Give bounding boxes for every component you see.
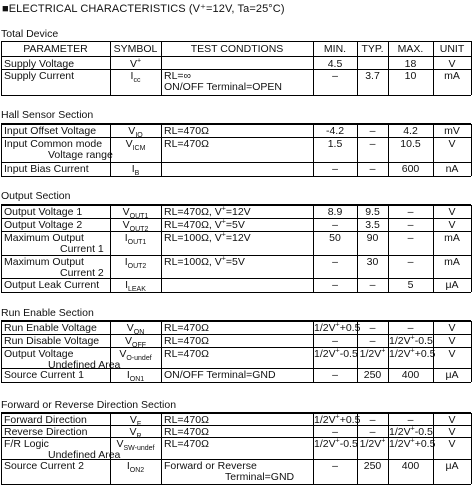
column-header: SYMBOL — [113, 43, 158, 55]
typ-cell: 3.7 — [365, 70, 380, 82]
max-cell: 10 — [404, 70, 417, 82]
column-rule — [313, 41, 314, 95]
param-label: Source Current 2 — [4, 460, 84, 472]
min-cell: 50 — [329, 232, 341, 244]
column-rule — [433, 205, 434, 292]
typ-cell: 90 — [366, 232, 379, 244]
param-label: Source Current 1 — [4, 369, 84, 381]
symbol-cell: $V_{O-undef}$ — [119, 348, 152, 363]
min-cell: – — [332, 219, 338, 231]
condition-cell: RL=470Ω — [164, 322, 209, 334]
column-rule — [1, 321, 2, 382]
min-cell: 1/2V+-0.5 — [314, 437, 358, 450]
table-rule — [1, 176, 471, 177]
max-cell: 18 — [404, 58, 417, 70]
min-cell: – — [332, 335, 338, 347]
column-rule — [313, 321, 314, 382]
condition-cell: RL=470Ω, V+=12V — [164, 205, 251, 218]
symbol-cell: $I_{ON2}$ — [126, 460, 145, 475]
symbol-cell: $V_{OFF}$ — [124, 335, 146, 350]
column-rule — [1, 205, 2, 292]
unit-cell: mA — [444, 232, 460, 244]
column-header: TYP. — [361, 43, 384, 55]
condition-cell: RL=470Ω, V+=5V — [164, 218, 245, 231]
condition-cell-cont: Terminal=GND — [225, 471, 295, 483]
column-rule — [388, 321, 389, 382]
column-rule — [433, 413, 434, 484]
column-rule — [110, 321, 111, 382]
column-rule — [388, 205, 389, 292]
typ-cell: – — [369, 279, 376, 291]
symbol-cell: $V_{OUT1}$ — [122, 206, 149, 221]
table-rule — [1, 41, 471, 42]
unit-cell: V — [448, 348, 456, 360]
unit-cell: V — [448, 206, 456, 218]
unit-cell: nA — [445, 163, 459, 175]
column-header: UNIT — [439, 43, 465, 55]
typ-cell: – — [369, 125, 376, 137]
param-label-cont: Undefined Area — [48, 359, 121, 371]
param-label: Output Leak Current — [4, 279, 100, 291]
symbol-cell: $I_{cc}$ — [130, 70, 141, 85]
unit-cell: V — [448, 219, 456, 231]
unit-cell: V — [448, 438, 456, 450]
condition-cell: RL=∞ — [164, 70, 192, 82]
column-rule — [433, 41, 434, 95]
typ-cell: 250 — [363, 369, 382, 381]
section-title: Hall Sensor Section — [1, 109, 94, 121]
column-rule — [433, 321, 434, 382]
max-cell: – — [407, 256, 414, 268]
table-rule — [1, 95, 471, 96]
typ-cell: – — [369, 163, 376, 175]
unit-cell: mV — [444, 125, 460, 137]
symbol-cell: $V_{IO}$ — [128, 125, 143, 140]
condition-cell: RL=470Ω — [164, 125, 209, 137]
condition-cell: RL=470Ω — [164, 138, 209, 150]
table-rule — [1, 320, 471, 321]
max-cell: 4.2 — [403, 125, 418, 137]
typ-cell: – — [369, 322, 376, 334]
column-header: MIN. — [323, 43, 347, 55]
page-title: ■ELECTRICAL CHARACTERISTICS (V⁺=12V, Ta=25°C) — [2, 3, 285, 15]
param-label: Input Offset Voltage — [4, 125, 97, 137]
column-rule — [110, 41, 111, 95]
symbol-cell: $V_{ON}$ — [126, 322, 145, 337]
min-cell: – — [332, 369, 338, 381]
section-title: Output Section — [1, 190, 71, 202]
column-rule — [313, 413, 314, 484]
min-cell: – — [332, 460, 338, 472]
unit-cell: V — [448, 322, 456, 334]
unit-cell: V — [448, 426, 456, 438]
condition-cell: RL=100Ω, V+=12V — [164, 231, 251, 244]
max-cell: 1/2V+-0.5 — [389, 425, 433, 438]
max-cell: 1/2V++0.5 — [389, 347, 436, 360]
typ-cell: – — [369, 426, 376, 438]
param-label: Supply Current — [4, 70, 75, 82]
min-cell: – — [332, 70, 338, 82]
min-cell: – — [332, 163, 338, 175]
unit-cell: V — [448, 58, 456, 70]
symbol-cell: $V_F$ — [129, 414, 142, 429]
column-rule — [357, 41, 358, 95]
param-label: Run Disable Voltage — [4, 335, 100, 347]
param-label: Output Voltage 2 — [4, 219, 83, 231]
column-rule — [388, 124, 389, 176]
max-cell: 400 — [401, 369, 420, 381]
max-cell: 1/2V+-0.5 — [389, 334, 433, 347]
min-cell: 4.5 — [327, 58, 343, 70]
column-rule — [471, 124, 472, 176]
condition-cell: RL=470Ω — [164, 414, 209, 426]
param-label-cont: Undefined Area — [48, 449, 121, 461]
typ-cell: 1/2V+ — [359, 437, 386, 450]
symbol-cell: $I_B$ — [131, 163, 140, 178]
column-header: PARAMETER — [23, 43, 88, 55]
param-label-cont: Current 2 — [60, 267, 104, 279]
condition-cell-cont: ON/OFF Terminal=OPEN — [164, 81, 282, 93]
max-cell: – — [407, 219, 414, 231]
table-rule — [1, 123, 471, 124]
column-rule — [388, 413, 389, 484]
column-rule — [433, 124, 434, 176]
max-cell: 10.5 — [400, 138, 421, 150]
min-cell: 8.9 — [327, 206, 343, 218]
min-cell: -4.2 — [325, 125, 345, 137]
max-cell: – — [407, 206, 414, 218]
section-title: Forward or Reverse Direction Section — [1, 399, 177, 411]
param-label: Input Common mode — [4, 138, 103, 150]
table-rule — [1, 204, 471, 205]
column-rule — [357, 413, 358, 484]
column-rule — [357, 205, 358, 292]
symbol-cell: $I_{LEAK}$ — [125, 279, 146, 294]
min-cell: 1/2V+-0.5 — [314, 347, 358, 360]
table-rule — [1, 382, 471, 383]
column-rule — [161, 205, 162, 292]
condition-cell: ON/OFF Terminal=GND — [164, 369, 276, 381]
max-cell: – — [407, 232, 414, 244]
column-rule — [471, 41, 472, 95]
typ-cell: – — [369, 335, 376, 347]
column-rule — [471, 321, 472, 382]
typ-cell: 30 — [366, 256, 379, 268]
unit-cell: V — [448, 335, 456, 347]
condition-cell: RL=470Ω — [164, 438, 209, 450]
column-rule — [1, 413, 2, 484]
param-label: Reverse Direction — [4, 426, 88, 438]
param-label: Output Voltage — [4, 348, 74, 360]
symbol-cell: $V_{SW-undef}$ — [116, 438, 155, 453]
condition-cell: RL=470Ω — [164, 426, 209, 438]
param-label: Input Bias Current — [4, 163, 89, 175]
column-rule — [110, 205, 111, 292]
min-cell: 1.5 — [327, 138, 343, 150]
min-cell: – — [332, 256, 338, 268]
max-cell: 5 — [407, 279, 414, 291]
symbol-cell: $I_{OUT1}$ — [124, 232, 147, 247]
column-header: TEST CONDTIONS — [190, 43, 284, 55]
table-rule — [1, 412, 471, 413]
column-rule — [313, 124, 314, 176]
typ-cell: 250 — [363, 460, 382, 472]
symbol-cell: $I_{ON1}$ — [126, 369, 145, 384]
param-label: Run Enable Voltage — [4, 322, 97, 334]
condition-cell: RL=470Ω — [164, 348, 209, 360]
section-title: Run Enable Section — [1, 307, 94, 319]
typ-cell: – — [369, 138, 376, 150]
min-cell: – — [332, 279, 338, 291]
param-label: Maximum Output — [4, 232, 84, 244]
param-label: Forward Direction — [4, 414, 87, 426]
column-rule — [1, 124, 2, 176]
unit-cell: V — [448, 414, 456, 426]
symbol-cell: $V_{ICM}$ — [125, 138, 146, 153]
column-rule — [313, 205, 314, 292]
symbol-cell: $I_{OUT2}$ — [124, 256, 147, 271]
typ-cell: 3.5 — [365, 219, 380, 231]
typ-cell: 1/2V+ — [359, 347, 386, 360]
column-header: MAX. — [397, 43, 424, 55]
param-label: Output Voltage 1 — [4, 206, 83, 218]
unit-cell: mA — [444, 70, 460, 82]
unit-cell: μA — [445, 369, 459, 381]
condition-cell: RL=470Ω — [164, 335, 209, 347]
typ-cell: 9.5 — [365, 206, 380, 218]
section-title: Total Device — [1, 28, 59, 40]
column-rule — [161, 41, 162, 95]
typ-cell: – — [369, 414, 376, 426]
column-rule — [357, 321, 358, 382]
column-rule — [161, 413, 162, 484]
max-cell: 400 — [401, 460, 420, 472]
column-rule — [388, 41, 389, 95]
condition-cell: RL=100Ω, V+=5V — [164, 255, 245, 268]
min-cell: 1/2V++0.5 — [314, 321, 361, 334]
column-rule — [110, 413, 111, 484]
unit-cell: μA — [445, 460, 459, 472]
unit-cell: μA — [445, 279, 459, 291]
column-rule — [1, 41, 2, 95]
param-label-cont: Current 1 — [60, 243, 104, 255]
column-rule — [161, 321, 162, 382]
column-rule — [471, 205, 472, 292]
column-rule — [471, 413, 472, 484]
table-rule — [1, 292, 471, 293]
symbol-cell: $V_{OUT2}$ — [122, 219, 149, 234]
max-cell: 1/2V++0.5 — [389, 437, 436, 450]
max-cell: – — [407, 414, 414, 426]
symbol-cell: V+ — [129, 57, 142, 70]
condition-cell: Forward or Reverse — [164, 460, 257, 472]
table-rule — [1, 484, 471, 485]
column-rule — [161, 124, 162, 176]
table-rule — [1, 56, 471, 57]
unit-cell: V — [448, 138, 456, 150]
column-rule — [357, 124, 358, 176]
param-label-cont: Voltage range — [48, 149, 113, 161]
symbol-cell: $V_R$ — [129, 426, 142, 441]
max-cell: 600 — [401, 163, 420, 175]
param-label: Supply Voltage — [4, 58, 75, 70]
unit-cell: mA — [444, 256, 460, 268]
min-cell: – — [332, 426, 338, 438]
max-cell: – — [407, 322, 414, 334]
param-label: F/R Logic — [4, 438, 49, 450]
param-label: Maximum Output — [4, 256, 84, 268]
column-rule — [110, 124, 111, 176]
min-cell: 1/2V++0.5 — [314, 413, 361, 426]
